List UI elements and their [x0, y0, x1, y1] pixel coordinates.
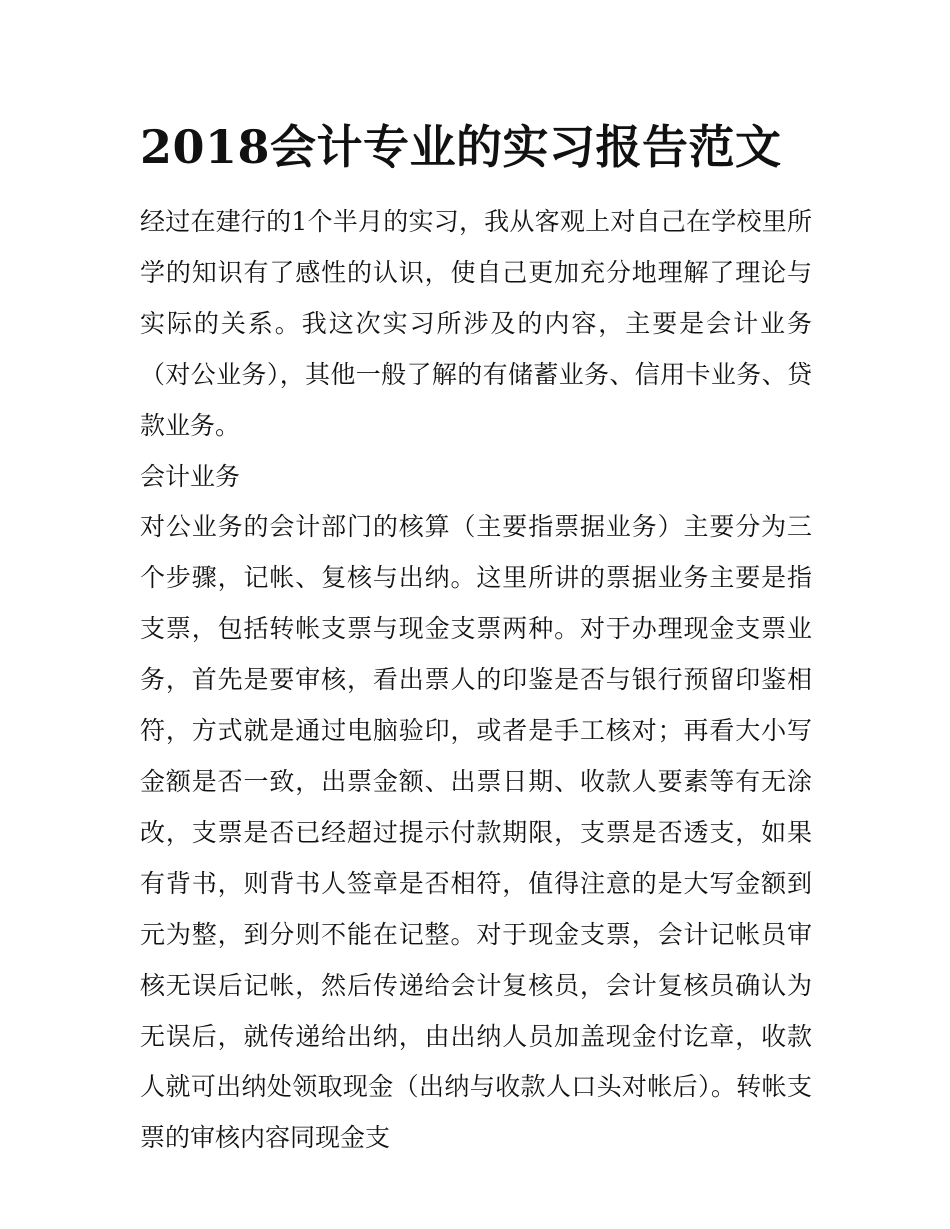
paragraph-intro: 经过在建行的1个半月的实习，我从客观上对自己在学校里所学的知识有了感性的认识，使自己更加充分地理解了理论与实际的关系。我这次实习所涉及的内容，主要是会计业务（对公业务），其他一般了解的有储蓄业务、信用卡业务、贷款业务。	[140, 207, 812, 440]
paragraph-accounting-business: 对公业务的会计部门的核算（主要指票据业务）主要分为三个步骤，记帐、复核与出纳。这里所讲的票据业务主要是指支票，包括转帐支票与现金支票两种。对于办理现金支票业务，首先是要审核，看出票人的印鉴是否与银行预留印鉴相符，方式就是通过电脑验印，或者是手工核对；再看大小写金额是否一致，出票金额、出票日期、收款人要素等有无涂改，支票是否已经超过提示付款期限，支票是否透支，如果有背书，则背书人签章是否相符，值得注意的是大写金额到元为整，到分则不能在记整。对于现金支票，会计记帐员审核无误后记帐，然后传递给会计复核员，会计复核员确认为无误后，就传递给出纳，由出纳人员加盖现金付讫章，收款人就可出纳处领取现金（出纳与收款人口头对帐后）。转帐支票的审核内容同现金支	[140, 512, 812, 1153]
document-body	[140, 197, 812, 1164]
section-heading-accounting: 会计业务	[140, 461, 241, 491]
document-title: 2018会计专业的实习报告范文	[140, 120, 782, 174]
